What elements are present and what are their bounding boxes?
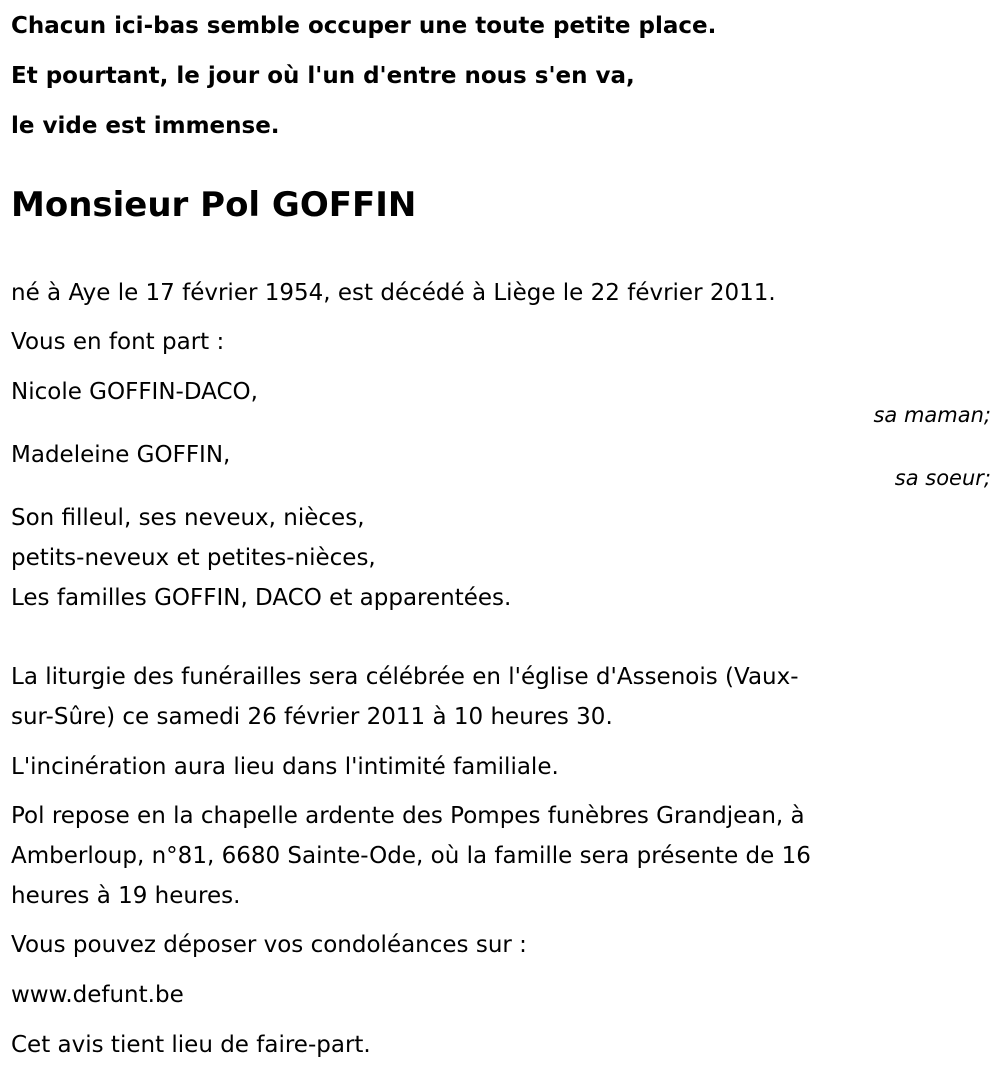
- chapel-line-3: heures à 19 heures.: [11, 883, 241, 909]
- condolences-text: Vous pouvez déposer vos condoléances sur :: [11, 932, 527, 958]
- liturgy-line-2: sur-Sûre) ce samedi 26 février 2011 à 10 heures 30.: [11, 704, 613, 730]
- cremation-line: L'incinération aura lieu dans l'intimité familiale.: [11, 754, 559, 780]
- chapel-line-1: Pol repose en la chapelle ardente des Pompes funèbres Grandjean, à: [11, 803, 805, 829]
- condolences-website[interactable]: www.defunt.be: [11, 982, 184, 1008]
- family-member-name: Madeleine GOFFIN,: [11, 442, 231, 468]
- other-relatives-line: Les familles GOFFIN, DACO et apparentées.: [11, 585, 512, 611]
- birth-death-line: né à Aye le 17 février 1954, est décédé à Liège le 22 février 2011.: [11, 280, 776, 306]
- family-member-relation: sa soeur;: [894, 466, 991, 490]
- quote-line-3: le vide est immense.: [11, 113, 280, 139]
- other-relatives-line: Son filleul, ses neveux, nièces,: [11, 505, 365, 531]
- chapel-line-2: Amberloup, n°81, 6680 Sainte-Ode, où la famille sera présente de 16: [11, 843, 811, 869]
- family-member-name: Nicole GOFFIN-DACO,: [11, 379, 258, 405]
- deceased-name: Monsieur Pol GOFFIN: [11, 185, 417, 225]
- liturgy-line-1: La liturgie des funérailles sera célébrée en l'église d'Assenois (Vaux-: [11, 664, 799, 690]
- other-relatives-line: petits-neveux et petites-nièces,: [11, 545, 376, 571]
- footer-notice: Cet avis tient lieu de faire-part.: [11, 1032, 371, 1058]
- condolences-website-link[interactable]: [11, 980, 184, 1010]
- announcement-intro: Vous en font part :: [11, 329, 225, 355]
- family-member-relation: sa maman;: [873, 403, 991, 427]
- quote-line-1: Chacun ici-bas semble occuper une toute petite place.: [11, 13, 717, 39]
- quote-line-2: Et pourtant, le jour où l'un d'entre nous s'en va,: [11, 63, 635, 89]
